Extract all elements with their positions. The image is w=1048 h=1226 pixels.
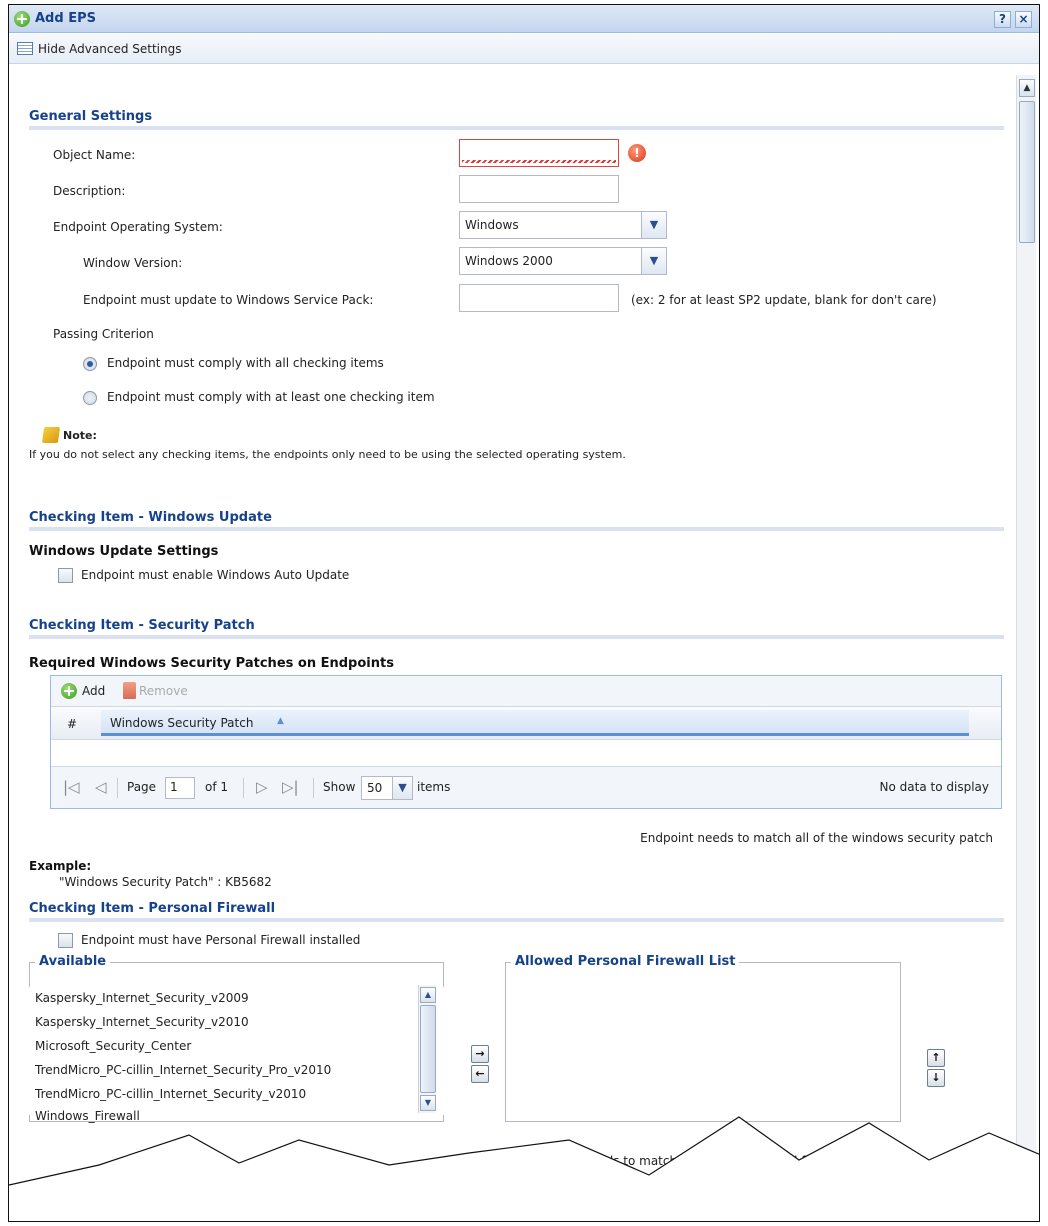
- scroll-up-icon[interactable]: ▲: [1019, 79, 1035, 97]
- list-item[interactable]: Windows_Firewall: [35, 1109, 140, 1123]
- dialog-title: Add EPS: [35, 11, 96, 26]
- allowed-legend: Allowed Personal Firewall List: [511, 954, 739, 969]
- move-down-button[interactable]: ↓: [927, 1069, 945, 1087]
- object-name-label: Object Name:: [53, 148, 136, 162]
- page-count: of 1: [205, 780, 229, 794]
- move-right-button[interactable]: →: [471, 1045, 489, 1063]
- service-pack-label: Endpoint must update to Windows Service Pack:: [83, 293, 374, 307]
- prev-page-icon[interactable]: ◁: [95, 778, 107, 796]
- column-patch-label: Windows Security Patch: [110, 716, 254, 730]
- error-icon: !: [628, 144, 646, 162]
- chevron-down-icon[interactable]: ▼: [641, 248, 666, 274]
- move-up-button[interactable]: ↑: [927, 1049, 945, 1067]
- note-text: If you do not select any checking items, the endpoints only need to be using the selected operating system.: [29, 448, 626, 461]
- first-page-icon[interactable]: |◁: [63, 778, 80, 796]
- list-item[interactable]: Kaspersky_Internet_Security_v2009: [35, 991, 249, 1005]
- add-eps-dialog: [8, 4, 1040, 1222]
- page-number-input[interactable]: 1: [165, 777, 195, 799]
- list-item[interactable]: TrendMicro_PC-cillin_Internet_Security_v2010: [35, 1087, 307, 1101]
- add-patch-button[interactable]: Add: [82, 684, 106, 698]
- example-title: Example:: [29, 859, 92, 873]
- chevron-down-icon[interactable]: ▼: [392, 777, 412, 799]
- windows-update-subheading: Windows Update Settings: [29, 544, 219, 559]
- service-pack-hint: (ex: 2 for at least SP2 update, blank for don't care): [631, 293, 937, 307]
- firewall-installed-label: Endpoint must have Personal Firewall installed: [81, 933, 361, 947]
- window-version-label: Window Version:: [83, 256, 183, 270]
- security-patch-subheading: Required Windows Security Patches on Endpoints: [29, 656, 394, 671]
- scroll-up-icon[interactable]: ▲: [420, 987, 436, 1003]
- help-button[interactable]: ?: [994, 11, 1011, 28]
- last-page-icon[interactable]: ▷|: [282, 778, 299, 796]
- auto-update-label: Endpoint must enable Windows Auto Update: [81, 568, 350, 582]
- general-settings-heading: General Settings: [29, 109, 153, 124]
- list-item[interactable]: Microsoft_Security_Center: [35, 1039, 192, 1053]
- passing-criterion-label: Passing Criterion: [53, 327, 154, 341]
- scroll-down-icon[interactable]: ▼: [420, 1095, 436, 1111]
- personal-firewall-heading: Checking Item - Personal Firewall: [29, 901, 276, 916]
- page-label: Page: [127, 780, 157, 794]
- no-data-text: No data to display: [879, 780, 989, 794]
- note-title: Note:: [63, 429, 97, 442]
- endpoint-os-label: Endpoint Operating System:: [53, 220, 223, 234]
- remove-patch-button[interactable]: Remove: [139, 684, 188, 698]
- sort-asc-icon: ▲: [277, 716, 284, 726]
- move-left-button[interactable]: ←: [471, 1065, 489, 1083]
- page-size-value: 50: [367, 781, 383, 795]
- list-item[interactable]: Kaspersky_Internet_Security_v2010: [35, 1015, 249, 1029]
- example-text: "Windows Security Patch" : KB5682: [59, 875, 272, 889]
- windows-update-heading: Checking Item - Windows Update: [29, 510, 272, 525]
- available-legend: Available: [35, 954, 110, 969]
- items-label: items: [417, 780, 451, 794]
- patch-match-note: Endpoint needs to match all of the windows security patch: [640, 831, 993, 845]
- hide-advanced-settings-button[interactable]: Hide Advanced Settings: [38, 42, 182, 56]
- security-patch-heading: Checking Item - Security Patch: [29, 618, 255, 633]
- close-button[interactable]: ×: [1015, 11, 1032, 28]
- description-label: Description:: [53, 184, 126, 198]
- window-version-value: Windows 2000: [465, 254, 553, 268]
- column-index-header[interactable]: #: [67, 717, 78, 731]
- criterion-all-label: Endpoint must comply with all checking items: [107, 356, 384, 370]
- endpoint-os-value: Windows: [465, 218, 519, 232]
- torn-edge: [9, 5, 1040, 1222]
- chevron-down-icon[interactable]: ▼: [641, 212, 666, 238]
- show-label: Show: [323, 780, 356, 794]
- list-item[interactable]: TrendMicro_PC-cillin_Internet_Security_Pro_v2010: [35, 1063, 332, 1077]
- criterion-one-label: Endpoint must comply with at least one checking item: [107, 390, 435, 404]
- next-page-icon[interactable]: ▷: [256, 778, 268, 796]
